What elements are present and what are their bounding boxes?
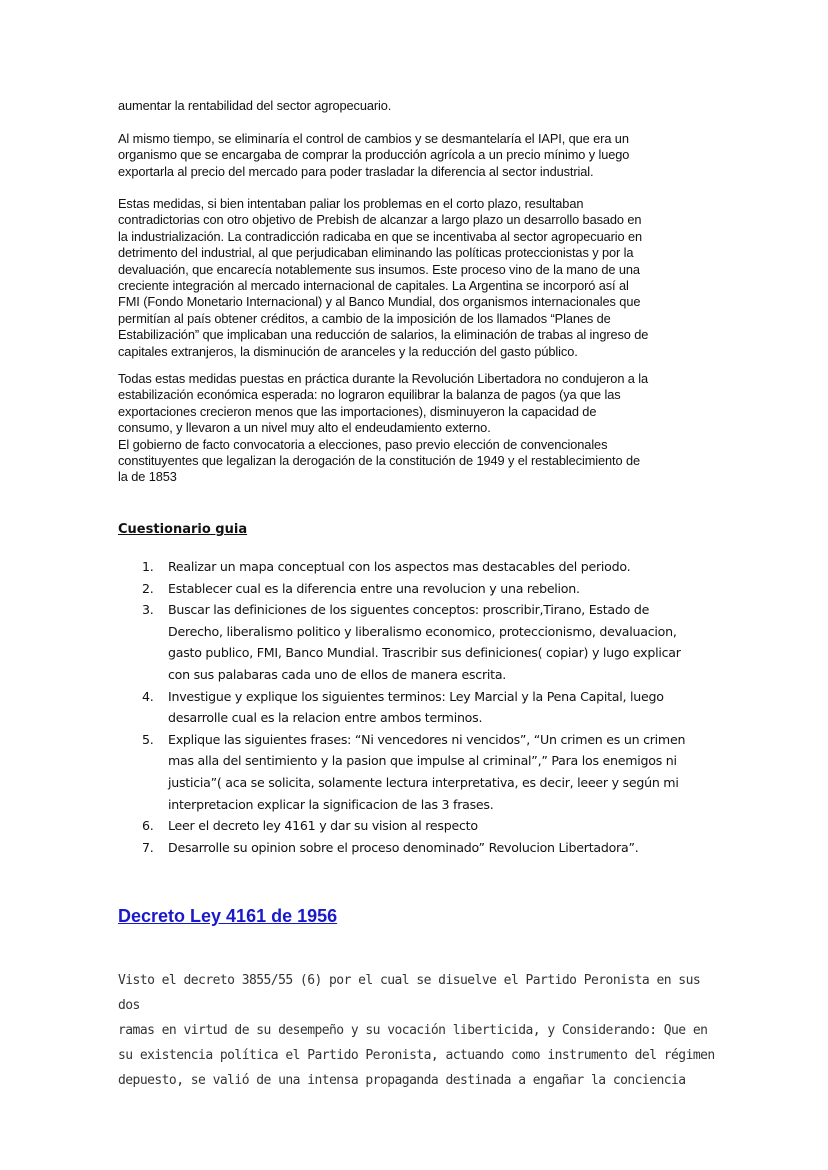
item-text-line: Realizar un mapa conceptual con los aspectos mas destacables del periodo. bbox=[168, 559, 631, 574]
item-number: 5. bbox=[142, 731, 154, 747]
text-line: la de 1853 bbox=[118, 469, 177, 485]
item-number: 4. bbox=[142, 688, 154, 704]
text-line: capitales extranjeros, la disminución de aranceles y la reducción del gasto público. bbox=[118, 343, 578, 359]
item-text-line: Desarrolle su opinion sobre el proceso denominado” Revolucion Libertadora”. bbox=[168, 839, 639, 855]
item-text-line: Establecer cual es la diferencia entre una revolucion y una rebelion. bbox=[168, 580, 580, 596]
item-text-line: desarrolle cual es la relacion entre ambos terminos. bbox=[168, 710, 483, 726]
text-line: exportaciones crecieron menos que las importaciones), disminuyeron la capacidad de bbox=[118, 403, 597, 419]
decree-text-line: su existencia política el Partido Peronista, actuando como instrumento del régimen bbox=[118, 1048, 715, 1063]
decree-text-line: Visto el decreto 3855/55 (6) por el cual se disuelve el Partido Peronista en sus dos bbox=[118, 973, 701, 1013]
decree-title-link[interactable]: Decreto Ley 4161 de 1956 bbox=[118, 906, 338, 926]
item-text-line: gasto publico, FMI, Banco Mundial. Trascribir sus definiciones( copiar) y lugo explicar bbox=[168, 645, 681, 661]
text-line: Todas estas medidas puestas en práctica durante la Revolución Libertadora no condujeron a la bbox=[118, 371, 649, 386]
item-text-line: Explique las siguientes frases: “Ni vencedores ni vencidos”, “Un crimen es un crimen bbox=[168, 731, 686, 747]
list-item bbox=[142, 815, 727, 837]
text-line: permitían al país obtener créditos, a cambio de la imposición de los llamados “Planes de bbox=[118, 310, 611, 326]
item-text-line: Investigue y explique los siguientes terminos: Ley Marcial y la Pena Capital, luego bbox=[168, 688, 664, 704]
paragraph-3 bbox=[118, 196, 718, 360]
text-line: devaluación, que encarecía notablemente sus insumos. Este proceso vino de la mano de una bbox=[118, 261, 640, 277]
text-line: contradictorias con otro objetivo de Prebish de alcanzar a largo plazo un desarrollo basado en bbox=[118, 212, 642, 228]
text-line: creciente integración al mercado internacional de capitales. La Argentina se incorporó así al bbox=[118, 278, 629, 294]
text-line: la industrialización. La contradicción radicaba en que se incentivaba al sector agropecuario en bbox=[118, 228, 643, 244]
text-line: Al mismo tiempo, se eliminaría el control de cambios y se desmantelaría el IAPI, que era un bbox=[118, 131, 629, 146]
text-line: Estas medidas, si bien intentaban paliar los problemas en el corto plazo, resultaban bbox=[118, 196, 584, 211]
text-line: FMI (Fondo Monetario Internacional) y al Banco Mundial, dos organismos internacionales que bbox=[118, 294, 641, 310]
questionnaire-list bbox=[142, 556, 727, 858]
list-item bbox=[142, 556, 727, 578]
item-number: 6. bbox=[142, 818, 154, 834]
text-line: detrimento del industrial, al que perjudicaban eliminando las políticas proteccionistas y por la bbox=[118, 245, 634, 261]
text-line: Estabilización” que implicaban una reducción de salarios, la eliminación de trabas al ingreso de bbox=[118, 327, 649, 343]
list-item bbox=[142, 729, 727, 815]
item-text-line: interpretacion explicar la significacion de las 3 frases. bbox=[168, 796, 494, 812]
list-item bbox=[142, 686, 727, 729]
decree-text-line: ramas en virtud de su desempeño y su vocación liberticida, y Considerando: Que en bbox=[118, 1023, 708, 1038]
item-number: 1. bbox=[142, 559, 154, 574]
text-line: constituyentes que legalizan la derogación de la constitución de 1949 y el restablecimiento de bbox=[118, 453, 641, 469]
text-line: organismo que se encargaba de comprar la producción agrícola a un precio mínimo y luego bbox=[118, 147, 630, 163]
item-number: 7. bbox=[142, 839, 154, 855]
decree-body bbox=[118, 968, 718, 1093]
paragraph-2 bbox=[118, 131, 718, 180]
paragraph-1 bbox=[118, 98, 718, 114]
text-line: aumentar la rentabilidad del sector agropecuario. bbox=[118, 98, 392, 113]
item-text-line: Buscar las definiciones de los siguentes conceptos: proscribir,Tirano, Estado de bbox=[168, 602, 650, 618]
list-item bbox=[142, 578, 727, 600]
item-text-line: con sus palabaras cada uno de ellos de manera escrita. bbox=[168, 666, 507, 682]
decree-text-line: depuesto, se valió de una intensa propaganda destinada a engañar la conciencia bbox=[118, 1073, 686, 1088]
text-line: El gobierno de facto convocatoria a elecciones, paso previo elección de convencionales bbox=[118, 436, 608, 452]
list-item bbox=[142, 837, 727, 859]
questionnaire-title: Cuestionario guia bbox=[118, 522, 248, 537]
text-line: estabilización económica esperada: no lograron equilibrar la balanza de pagos (ya que las bbox=[118, 387, 621, 403]
text-line: consumo, y llevaron a un nivel muy alto el endeudamiento externo. bbox=[118, 420, 491, 436]
list-item bbox=[142, 599, 727, 685]
item-text-line: justicia”( aca se solicita, solamente lectura interpretativa, es decir, leeer y según mi bbox=[168, 774, 679, 790]
item-text-line: Derecho, liberalismo politico y liberalismo economico, proteccionismo, devaluacion, bbox=[168, 623, 677, 639]
item-text-line: Leer el decreto ley 4161 y dar su vision al respecto bbox=[168, 818, 478, 834]
item-text-line: mas alla del sentimiento y la pasion que impulse al criminal”,” Para los enemigos ni bbox=[168, 753, 677, 769]
item-number: 2. bbox=[142, 580, 154, 596]
item-number: 3. bbox=[142, 602, 154, 618]
paragraph-4 bbox=[118, 371, 718, 486]
text-line: exportarla al precio del mercado para poder trasladar la diferencia al sector industrial. bbox=[118, 163, 594, 179]
